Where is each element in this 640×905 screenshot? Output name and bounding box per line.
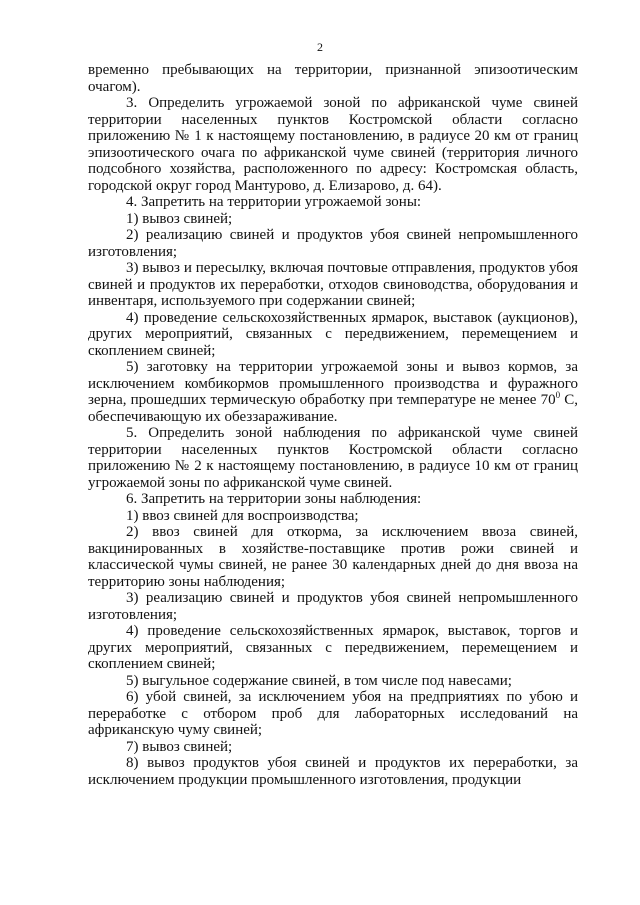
subitem-6-5: 5) выгульное содержание свиней, в том числе под навесами; — [126, 672, 512, 689]
subitem-6-2: 2) ввоз свиней для откорма, за исключением ввоза свиней, вакцинированных в хозяйстве-поставщике против рожи свиней и классической чумы свиней, не ранее 30 календарных дней до дня ввоза на территорию зоны наблюдения; — [88, 524, 578, 590]
subitem-6-4: 4) проведение сельскохозяйственных ярмарок, выставок, торгов и других мероприятий, связанных с передвижением, перемещением и скоплением свиней; — [88, 623, 578, 672]
subitem-4-2: 2) реализацию свиней и продуктов убоя свиней непромышленного изготовления; — [88, 227, 578, 260]
document-body — [88, 62, 578, 788]
subitem-4-1: 1) вывоз свиней; — [126, 210, 233, 227]
subitem-6-8: 8) вывоз продуктов убоя свиней и продуктов их переработки, за исключением продукции промышленного изготовления, продукции — [88, 755, 578, 788]
subitem-4-3: 3) вывоз и пересылку, включая почтовые отправления, продуктов убоя свиней и продуктов их переработки, отходов свиноводства, оборудования и инвентаря, используемого при содержании свиней; — [88, 260, 578, 309]
paragraph-continuation: временно пребывающих на территории, признанной эпизоотическим очагом). — [88, 62, 578, 95]
paragraph-item-3: 3. Определить угрожаемой зоной по африканской чуме свиней территории населенных пунктов Костромской области согласно приложению № 1 к настоящему постановлению, в радиусе 20 км от границ эпизоотического очага по африканской чуме свиней (территория личного подсобного хозяйства, расположенного по адресу: Костромская область, городской округ город Мантурово, д. Елизарово, д. 64). — [88, 95, 578, 194]
subitem-6-6: 6) убой свиней, за исключением убоя на предприятиях по убою и переработке с отбором проб для лабораторных исследований на африканскую чуму свиней; — [88, 689, 578, 738]
paragraph-item-6: 6. Запретить на территории зоны наблюдения: — [126, 491, 422, 507]
paragraph-item-4: 4. Запретить на территории угрожаемой зоны: — [126, 194, 422, 210]
subitem-4-5 — [88, 359, 578, 425]
subitem-6-1: 1) ввоз свиней для воспроизводства; — [126, 507, 359, 524]
paragraph-item-5: 5. Определить зоной наблюдения по африканской чуме свиней территории населенных пунктов Костромской области согласно приложению № 2 к настоящему постановлению, в радиусе 10 км от границ угрожаемой зоны по африканской чуме свиней. — [88, 425, 578, 491]
subitem-6-3: 3) реализацию свиней и продуктов убоя свиней непромышленного изготовления; — [88, 590, 578, 623]
subitem-6-7: 7) вывоз свиней; — [126, 738, 233, 755]
subitem-4-5-tail: С, обеспечивающую их обеззараживание. — [88, 392, 578, 425]
degree-superscript: 0 — [555, 390, 561, 400]
page-number: 2 — [317, 40, 323, 54]
subitem-4-4: 4) проведение сельскохозяйственных ярмарок, выставок (аукционов), других мероприятий, связанных с передвижением, перемещением и скоплением свиней; — [88, 309, 578, 359]
subitem-4-5-text: 5) заготовку на территории угрожаемой зоны и вывоз кормов, за исключением комбикормов промышленного производства и фуражного зерна, прошедших термическую обработку при температуре не менее 70 — [88, 359, 578, 408]
